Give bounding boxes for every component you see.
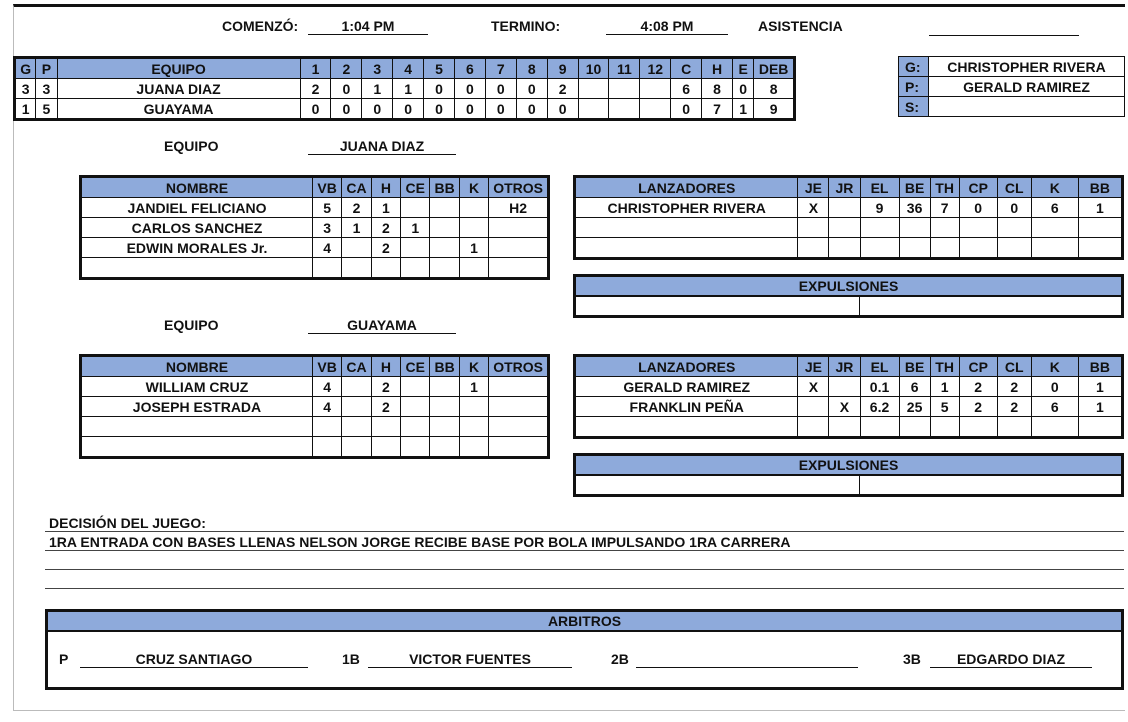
linescore-cell: 0 — [671, 99, 702, 120]
stat-cell — [997, 218, 1031, 238]
stat-cell — [312, 417, 341, 437]
pitcher-decision-table — [898, 56, 1125, 117]
stat-cell — [489, 437, 549, 458]
stat-cell — [430, 238, 459, 258]
linescore-header-cell: EQUIPO — [57, 58, 300, 79]
stat-cell — [899, 417, 930, 438]
pitching-header-cell: CP — [959, 356, 997, 377]
linescore-cell — [609, 99, 640, 120]
stat-cell — [1078, 417, 1122, 438]
batting-header-cell: K — [459, 177, 488, 198]
table-row — [575, 377, 1123, 397]
linescore-cell: 0 — [733, 79, 754, 99]
stat-cell: 6.2 — [860, 397, 899, 417]
pitcher-name: FRANKLIN PEÑA — [575, 397, 798, 417]
linescore-header-cell: 2 — [331, 58, 362, 79]
stat-cell: 1 — [459, 377, 488, 397]
pitching-header-cell: JE — [798, 356, 829, 377]
stat-cell: 5 — [930, 397, 959, 417]
stat-cell: 1 — [930, 377, 959, 397]
stat-cell: 2 — [342, 198, 371, 218]
stat-cell — [459, 397, 488, 417]
batting-header-cell: BB — [430, 177, 459, 198]
stat-cell — [459, 258, 488, 279]
linescore-header-cell: P — [36, 58, 57, 79]
stat-cell: 25 — [899, 397, 930, 417]
stat-cell — [798, 417, 829, 438]
stat-cell — [829, 377, 860, 397]
stat-cell: 9 — [860, 198, 899, 218]
stat-cell — [860, 218, 899, 238]
linescore-cell: 1 — [15, 99, 36, 120]
linescore-cell: 8 — [754, 79, 795, 99]
decision-loss-label: P: — [899, 77, 929, 97]
batting-header-cell: H — [371, 356, 400, 377]
pitching-header-cell: CL — [997, 177, 1031, 198]
umpire-pos-p: P — [59, 651, 69, 667]
linescore-header-cell: 7 — [485, 58, 516, 79]
linescore-cell: 0 — [362, 99, 393, 120]
stat-cell: 6 — [1031, 198, 1078, 218]
game-decision-text: 1RA ENTRADA CON BASES LLENAS NELSON JORGE RECIBE BASE POR BOLA IMPULSANDO 1RA CARRERA — [49, 534, 791, 550]
attendance-value — [929, 18, 1079, 36]
batting-header-cell: CA — [342, 356, 371, 377]
linescore-cell: 0 — [393, 99, 424, 120]
linescore-cell: 1 — [393, 79, 424, 99]
linescore-cell: 5 — [36, 99, 57, 120]
stat-cell — [371, 417, 400, 437]
expulsiones-divider — [859, 297, 860, 315]
batting-header-cell: CA — [342, 177, 371, 198]
stat-cell — [829, 238, 860, 259]
team2-batting-table — [79, 354, 550, 459]
batter-name: JANDIEL FELICIANO — [81, 198, 313, 218]
decision-row-loss — [899, 77, 1125, 97]
linescore-header-cell: G — [15, 58, 36, 79]
stat-cell — [401, 437, 430, 458]
umpires-box — [45, 609, 1124, 690]
linescore-cell: 7 — [702, 99, 733, 120]
batting-header-row — [81, 356, 549, 377]
linescore-header-cell: 6 — [454, 58, 485, 79]
decision-save-label: S: — [899, 97, 929, 117]
stat-cell — [1031, 218, 1078, 238]
pitching-header-cell: BE — [899, 177, 930, 198]
stat-cell: 7 — [930, 198, 959, 218]
stat-cell — [430, 377, 459, 397]
pitcher-name — [575, 218, 798, 238]
stat-cell: 0 — [997, 198, 1031, 218]
stat-cell — [401, 258, 430, 279]
pitching-header-row — [575, 177, 1123, 198]
batting-header-cell: CE — [401, 356, 430, 377]
team1-name: JUANA DIAZ — [308, 138, 456, 155]
linescore-cell: 3 — [36, 79, 57, 99]
team2-expulsiones-box — [573, 453, 1124, 497]
linescore-header-cell: H — [702, 58, 733, 79]
stat-cell — [401, 397, 430, 417]
stat-cell — [930, 218, 959, 238]
team1-expulsiones-title: EXPULSIONES — [576, 277, 1121, 297]
stat-cell — [997, 238, 1031, 259]
stat-cell: 1 — [459, 238, 488, 258]
umpire-pos-1b: 1B — [342, 651, 360, 667]
decision-save-value — [929, 97, 1125, 117]
stat-cell: 1 — [1078, 198, 1122, 218]
stat-cell: 6 — [899, 377, 930, 397]
decision-loss-value: GERALD RAMIREZ — [929, 77, 1125, 97]
pitching-header-row — [575, 356, 1123, 377]
umpires-title: ARBITROS — [48, 612, 1121, 632]
batting-header-cell: VB — [312, 177, 341, 198]
start-time-label: COMENZÓ: — [222, 18, 299, 34]
decision-row-save — [899, 97, 1125, 117]
stat-cell — [430, 218, 459, 238]
linescore-team-name: GUAYAMA — [57, 99, 300, 120]
linescore-cell — [640, 79, 671, 99]
pitching-header-cell: JE — [798, 177, 829, 198]
decision-line — [45, 531, 1124, 532]
table-row — [81, 397, 549, 417]
stat-cell — [798, 238, 829, 259]
pitching-header-cell: CP — [959, 177, 997, 198]
pitcher-name — [575, 417, 798, 438]
batting-header-cell: VB — [312, 356, 341, 377]
stat-cell — [798, 397, 829, 417]
stat-cell: 4 — [312, 377, 341, 397]
batting-header-cell: CE — [401, 177, 430, 198]
umpire-name-3b: EDGARDO DIAZ — [930, 651, 1092, 668]
table-row — [81, 238, 549, 258]
umpire-pos-2b: 2B — [611, 651, 629, 667]
stat-cell: 1 — [1078, 397, 1122, 417]
stat-cell — [342, 397, 371, 417]
linescore-team-name: JUANA DIAZ — [57, 79, 300, 99]
linescore-cell — [609, 79, 640, 99]
team1-expulsiones-box — [573, 274, 1124, 318]
game-decision-label: DECISIÓN DEL JUEGO: — [49, 515, 206, 531]
stat-cell — [342, 258, 371, 279]
decision-line — [45, 588, 1124, 589]
batting-header-cell: OTROS — [489, 177, 549, 198]
stat-cell — [371, 258, 400, 279]
pitching-header-cell: LANZADORES — [575, 356, 798, 377]
end-time-value: 4:08 PM — [606, 18, 728, 35]
batting-header-cell: NOMBRE — [81, 356, 313, 377]
table-row — [575, 218, 1123, 238]
linescore-cell: 0 — [516, 99, 547, 120]
stat-cell — [860, 238, 899, 259]
stat-cell: 1 — [342, 218, 371, 238]
linescore-cell: 0 — [454, 99, 485, 120]
linescore-cell: 3 — [15, 79, 36, 99]
decision-win-value: CHRISTOPHER RIVERA — [929, 57, 1125, 77]
stat-cell — [489, 238, 549, 258]
stat-cell: 2 — [371, 377, 400, 397]
stat-cell: X — [798, 377, 829, 397]
batter-name: CARLOS SANCHEZ — [81, 218, 313, 238]
decision-row-win — [899, 57, 1125, 77]
pitching-header-cell: JR — [829, 356, 860, 377]
stat-cell — [430, 198, 459, 218]
end-time-label: TERMINO: — [491, 18, 561, 34]
pitcher-name: GERALD RAMIREZ — [575, 377, 798, 397]
batting-header-cell: OTROS — [489, 356, 549, 377]
linescore-header-cell: 3 — [362, 58, 393, 79]
pitching-header-cell: JR — [829, 177, 860, 198]
linescore-cell: 0 — [547, 99, 578, 120]
stat-cell — [1078, 218, 1122, 238]
linescore-row-juana-diaz — [15, 79, 795, 99]
stat-cell — [489, 258, 549, 279]
stat-cell: 2 — [371, 218, 400, 238]
table-row — [81, 218, 549, 238]
stat-cell — [459, 437, 488, 458]
linescore-header-row — [15, 58, 795, 79]
table-row — [81, 417, 549, 437]
batter-name — [81, 437, 313, 458]
linescore-header-cell: 10 — [578, 58, 609, 79]
stat-cell — [342, 238, 371, 258]
stat-cell: 2 — [371, 397, 400, 417]
stat-cell — [430, 437, 459, 458]
umpire-pos-3b: 3B — [903, 651, 921, 667]
stat-cell — [371, 437, 400, 458]
linescore-header-cell: 5 — [424, 58, 455, 79]
stat-cell — [342, 417, 371, 437]
stat-cell — [401, 417, 430, 437]
stat-cell — [930, 417, 959, 438]
stat-cell — [489, 218, 549, 238]
linescore-header-cell: 11 — [609, 58, 640, 79]
linescore-cell: 1 — [733, 99, 754, 120]
stat-cell: 2 — [997, 377, 1031, 397]
team2-equipo-label: EQUIPO — [164, 317, 219, 333]
stat-cell — [1078, 238, 1122, 259]
stat-cell — [489, 377, 549, 397]
pitching-header-cell: CL — [997, 356, 1031, 377]
pitching-header-cell: TH — [930, 177, 959, 198]
team2-pitching-table — [573, 354, 1124, 439]
stat-cell — [899, 238, 930, 259]
linescore-cell: 0 — [454, 79, 485, 99]
stat-cell — [1031, 417, 1078, 438]
linescore-cell: 0 — [485, 79, 516, 99]
table-row — [81, 377, 549, 397]
stat-cell — [930, 238, 959, 259]
linescore-cell — [578, 99, 609, 120]
linescore-table — [13, 56, 796, 121]
pitcher-name — [575, 238, 798, 259]
batting-header-cell: NOMBRE — [81, 177, 313, 198]
stat-cell: 5 — [312, 198, 341, 218]
stat-cell: 2 — [371, 238, 400, 258]
linescore-cell: 0 — [331, 79, 362, 99]
stat-cell — [959, 238, 997, 259]
stat-cell — [312, 437, 341, 458]
stat-cell — [342, 437, 371, 458]
stat-cell — [489, 417, 549, 437]
pitching-header-cell: EL — [860, 177, 899, 198]
team2-name: GUAYAMA — [308, 317, 456, 334]
stat-cell — [829, 417, 860, 438]
table-row — [575, 397, 1123, 417]
linescore-header-cell: 1 — [300, 58, 331, 79]
pitching-header-cell: BE — [899, 356, 930, 377]
stat-cell: 0 — [1031, 377, 1078, 397]
stat-cell: 6 — [1031, 397, 1078, 417]
batting-header-cell: H — [371, 177, 400, 198]
team2-expulsiones-title: EXPULSIONES — [576, 456, 1121, 476]
stat-cell — [430, 417, 459, 437]
stat-cell — [798, 218, 829, 238]
stat-cell: 1 — [371, 198, 400, 218]
batter-name: JOSEPH ESTRADA — [81, 397, 313, 417]
stat-cell — [401, 238, 430, 258]
stat-cell: X — [829, 397, 860, 417]
batting-header-cell: K — [459, 356, 488, 377]
stat-cell: 3 — [312, 218, 341, 238]
pitching-header-cell: BB — [1078, 356, 1122, 377]
stat-cell: X — [798, 198, 829, 218]
team1-batting-table — [79, 175, 550, 280]
stat-cell: 0 — [959, 198, 997, 218]
team1-pitching-table — [573, 175, 1124, 260]
stat-cell — [459, 198, 488, 218]
stat-cell — [459, 417, 488, 437]
pitching-header-cell: K — [1031, 356, 1078, 377]
stat-cell — [1031, 238, 1078, 259]
stat-cell — [459, 218, 488, 238]
pitching-header-cell: TH — [930, 356, 959, 377]
linescore-cell: 2 — [300, 79, 331, 99]
stat-cell: 0.1 — [860, 377, 899, 397]
expulsiones-divider — [859, 476, 860, 494]
pitching-header-cell: LANZADORES — [575, 177, 798, 198]
table-row — [575, 417, 1123, 438]
attendance-label: ASISTENCIA — [758, 18, 843, 34]
linescore-row-guayama — [15, 99, 795, 120]
linescore-cell: 6 — [671, 79, 702, 99]
stat-cell — [959, 417, 997, 438]
stat-cell — [430, 397, 459, 417]
stat-cell — [899, 218, 930, 238]
stat-cell — [312, 258, 341, 279]
decision-line — [45, 550, 1124, 551]
batter-name: EDWIN MORALES Jr. — [81, 238, 313, 258]
linescore-cell — [578, 79, 609, 99]
stat-cell: 1 — [401, 218, 430, 238]
stat-cell: 2 — [959, 377, 997, 397]
team1-equipo-label: EQUIPO — [164, 138, 219, 154]
table-row — [575, 198, 1123, 218]
stat-cell: 2 — [997, 397, 1031, 417]
start-time-value: 1:04 PM — [308, 18, 428, 35]
stat-cell: 1 — [1078, 377, 1122, 397]
linescore-cell: 1 — [362, 79, 393, 99]
table-row — [575, 238, 1123, 259]
linescore-header-cell: E — [733, 58, 754, 79]
linescore-cell: 0 — [485, 99, 516, 120]
table-row — [81, 437, 549, 458]
batting-header-cell: BB — [430, 356, 459, 377]
linescore-cell: 0 — [300, 99, 331, 120]
batter-name — [81, 258, 313, 279]
linescore-header-cell: 12 — [640, 58, 671, 79]
pitching-header-cell: EL — [860, 356, 899, 377]
linescore-header-cell: 9 — [547, 58, 578, 79]
umpire-name-2b — [636, 651, 858, 668]
linescore-cell: 0 — [331, 99, 362, 120]
linescore-cell: 9 — [754, 99, 795, 120]
table-row — [81, 258, 549, 279]
linescore-cell — [640, 99, 671, 120]
linescore-header-cell: DEB — [754, 58, 795, 79]
linescore-cell: 8 — [702, 79, 733, 99]
linescore-cell: 0 — [424, 79, 455, 99]
linescore-header-cell: 8 — [516, 58, 547, 79]
stat-cell — [342, 377, 371, 397]
decision-line — [45, 569, 1124, 570]
linescore-cell: 2 — [547, 79, 578, 99]
stat-cell: 2 — [959, 397, 997, 417]
linescore-cell: 0 — [516, 79, 547, 99]
stat-cell — [959, 218, 997, 238]
pitcher-name: CHRISTOPHER RIVERA — [575, 198, 798, 218]
stat-cell — [401, 198, 430, 218]
pitching-header-cell: K — [1031, 177, 1078, 198]
umpire-name-p: CRUZ SANTIAGO — [80, 651, 308, 668]
linescore-header-cell: C — [671, 58, 702, 79]
umpire-name-1b: VICTOR FUENTES — [368, 651, 572, 668]
stat-cell — [997, 417, 1031, 438]
stat-cell: 36 — [899, 198, 930, 218]
stat-cell: H2 — [489, 198, 549, 218]
pitching-header-cell: BB — [1078, 177, 1122, 198]
batter-name — [81, 417, 313, 437]
stat-cell — [430, 258, 459, 279]
batting-header-row — [81, 177, 549, 198]
stat-cell — [860, 417, 899, 438]
linescore-cell: 0 — [424, 99, 455, 120]
table-row — [81, 198, 549, 218]
stat-cell — [829, 218, 860, 238]
linescore-header-cell: 4 — [393, 58, 424, 79]
stat-cell — [401, 377, 430, 397]
stat-cell: 4 — [312, 397, 341, 417]
decision-win-label: G: — [899, 57, 929, 77]
stat-cell — [829, 198, 860, 218]
stat-cell: 4 — [312, 238, 341, 258]
batter-name: WILLIAM CRUZ — [81, 377, 313, 397]
stat-cell — [489, 397, 549, 417]
